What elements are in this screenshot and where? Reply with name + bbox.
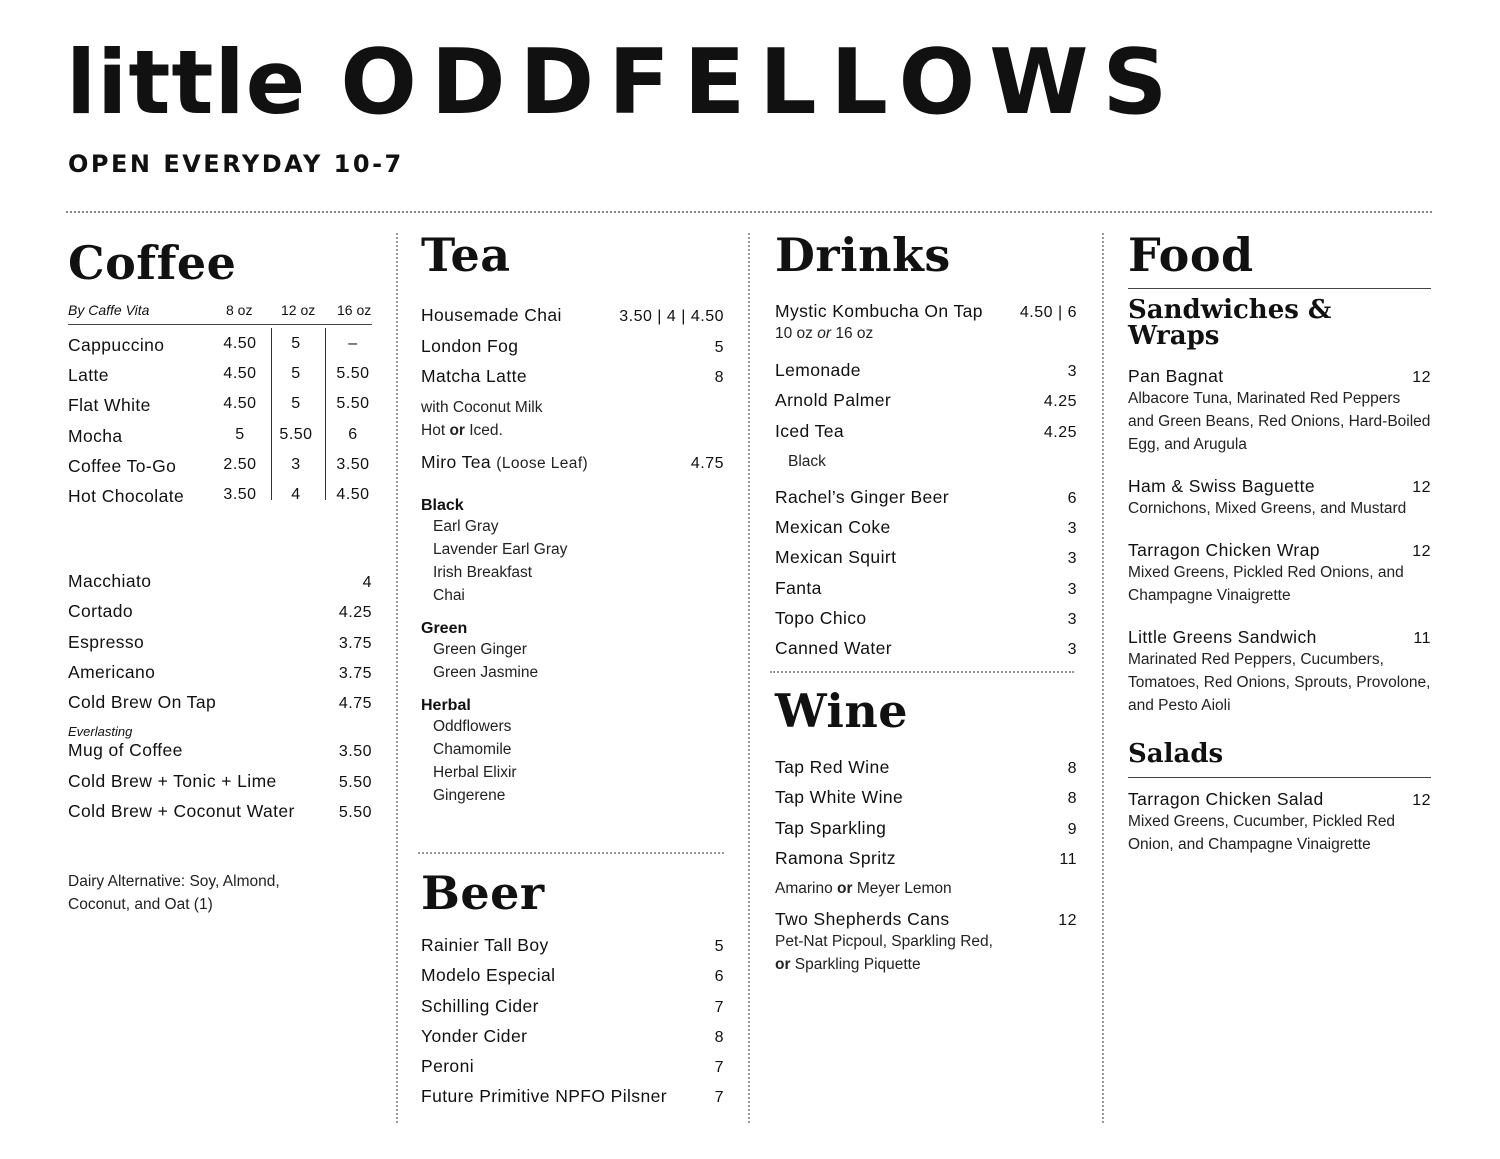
matcha-note-or: or xyxy=(449,421,465,439)
food-item xyxy=(1128,539,1431,607)
sandwiches-title: Sandwiches & Wraps xyxy=(1128,295,1332,351)
item-description: and Pesto Aioli xyxy=(1128,697,1231,714)
menu-item xyxy=(1128,626,1431,648)
wine-section xyxy=(775,684,1077,976)
item-price: 4.50 xyxy=(223,365,257,383)
salads-rule xyxy=(1128,777,1431,778)
tea-items-list xyxy=(421,304,724,396)
food-item xyxy=(1128,475,1431,520)
item-price: 4.25 xyxy=(1043,393,1077,411)
item-price: 5 xyxy=(291,335,301,352)
wine-divider xyxy=(770,671,1074,673)
item-price: 3.75 xyxy=(338,634,372,652)
item-price: 3 xyxy=(1067,580,1077,598)
item-name: Mexican Squirt xyxy=(775,547,897,568)
tea-variety: Earl Gray xyxy=(433,517,499,535)
item-price: 7 xyxy=(714,1089,724,1107)
opening-hours: OPEN EVERYDAY 10-7 xyxy=(68,150,404,178)
item-name: Topo Chico xyxy=(775,608,867,629)
menu-item xyxy=(421,1055,724,1085)
coffee-byline: By Caffe Vita xyxy=(68,302,150,318)
menu-item xyxy=(1128,788,1431,810)
item-name: Lemonade xyxy=(775,360,861,380)
item-name: Future Primitive NPFO Pilsner xyxy=(421,1086,667,1107)
drinks-section xyxy=(775,230,1077,668)
food-title: Food xyxy=(1128,228,1254,282)
note-text: Meyer Lemon xyxy=(852,880,952,898)
item-price: 5.50 xyxy=(338,804,372,822)
coffee-sized-table xyxy=(68,334,372,514)
item-price: 3 xyxy=(1067,641,1077,659)
note-or: or xyxy=(775,956,791,974)
item-name: Cold Brew + Coconut Water xyxy=(68,801,295,822)
title-brand: ODDFELLOWS xyxy=(340,30,1182,135)
item-name: Mystic Kombucha On Tap xyxy=(775,301,983,321)
note-text: Amarino xyxy=(775,880,838,898)
item-description: Tomatoes, Red Onions, Sprouts, Provolone, xyxy=(1128,674,1431,691)
item-name: Housemade Chai xyxy=(421,305,562,325)
matcha-note-text: Hot xyxy=(421,421,450,439)
tea-variety: Lavender Earl Gray xyxy=(433,540,568,558)
item-price: 6 xyxy=(1067,489,1077,507)
item-name: Modelo Especial xyxy=(421,965,556,986)
tea-group-title: Green xyxy=(421,619,468,637)
item-price: – xyxy=(348,335,358,352)
beer-title: Beer xyxy=(421,866,545,920)
menu-item xyxy=(421,934,724,964)
everlasting-label: Everlasting xyxy=(68,724,133,740)
size-column-divider xyxy=(325,328,326,500)
matcha-note-line: with Coconut Milk xyxy=(421,398,543,416)
drinks-items2-list xyxy=(775,486,1077,668)
item-name: Cortado xyxy=(68,601,134,622)
item-name xyxy=(421,451,588,475)
item-price: 7 xyxy=(714,998,724,1016)
item-price: 11 xyxy=(1059,850,1077,868)
menu-title xyxy=(66,30,1182,138)
item-price: 4.25 xyxy=(1043,423,1077,441)
item-name: Fanta xyxy=(775,577,822,598)
coffee-items-list xyxy=(68,570,372,721)
item-price: 8 xyxy=(714,1028,724,1046)
item-name: Mocha xyxy=(68,425,123,446)
tea-groups xyxy=(421,497,724,807)
column-divider xyxy=(1102,233,1104,1123)
item-price: 8 xyxy=(1067,760,1077,777)
item-price: 3.50 xyxy=(223,486,257,503)
matcha-note-line xyxy=(421,419,724,442)
dairy-note-line: Dairy Alternative: Soy, Almond, xyxy=(68,873,280,891)
item-name: Coffee To-Go xyxy=(68,455,177,476)
tea-title: Tea xyxy=(421,228,511,282)
menu-item xyxy=(775,908,1077,930)
header-divider xyxy=(66,211,1432,213)
size-text: 10 oz xyxy=(775,325,813,342)
item-price: 5 xyxy=(235,425,245,443)
menu-item xyxy=(775,786,1077,816)
food-item xyxy=(1128,626,1431,717)
spritz-note xyxy=(775,877,1077,900)
iced-tea-note: Black xyxy=(788,452,826,470)
menu-item xyxy=(68,691,372,721)
dairy-note xyxy=(68,870,372,916)
item-price: 3 xyxy=(1067,611,1077,629)
tea-variety: Chamomile xyxy=(433,740,512,758)
tea-section xyxy=(421,230,724,807)
tea-variety: Green Jasmine xyxy=(433,663,539,681)
size-or: or xyxy=(817,325,832,342)
item-price: 11 xyxy=(1413,630,1431,647)
item-price: 2.50 xyxy=(223,455,257,473)
size-column-divider xyxy=(271,328,272,500)
item-name: Latte xyxy=(68,365,109,386)
item-price: 4.25 xyxy=(338,604,372,622)
miro-name: Miro Tea xyxy=(421,451,491,472)
menu-item xyxy=(775,300,1077,322)
item-price: 5.50 xyxy=(279,425,313,443)
item-name: Rachel’s Ginger Beer xyxy=(775,486,950,507)
item-description: and Green Beans, Red Onions, Hard-Boiled xyxy=(1128,413,1431,430)
menu-item xyxy=(775,389,1077,419)
menu-item xyxy=(421,1025,724,1055)
menu-item xyxy=(775,546,1077,576)
menu-item xyxy=(68,770,372,800)
menu-item xyxy=(421,335,724,366)
item-price: 12 xyxy=(1412,543,1431,560)
tea-variety: Herbal Elixir xyxy=(433,763,517,781)
item-price: 4.50 | 6 xyxy=(1019,304,1077,321)
size-label-12oz: 12 oz xyxy=(281,302,316,318)
menu-item xyxy=(421,964,724,994)
note-line xyxy=(775,953,1077,976)
item-price: 5.50 xyxy=(336,395,370,413)
item-name: Macchiato xyxy=(68,571,152,591)
item-description: Mixed Greens, Pickled Red Onions, and xyxy=(1128,564,1404,581)
menu-item xyxy=(775,486,1077,516)
item-name: Little Greens Sandwich xyxy=(1128,627,1317,647)
item-price: 3.75 xyxy=(338,664,372,682)
item-price: 8 xyxy=(1067,790,1077,808)
salads-list xyxy=(1128,788,1431,856)
menu-item xyxy=(421,304,724,335)
wine-title: Wine xyxy=(775,684,909,738)
item-price: 4.50 xyxy=(223,335,257,352)
menu-item xyxy=(775,817,1077,847)
item-price: 12 xyxy=(1412,479,1431,496)
dairy-note-line: Coconut, and Oat (1) xyxy=(68,896,213,914)
item-name: Americano xyxy=(68,661,156,682)
item-name: Cold Brew On Tap xyxy=(68,692,217,713)
column-divider xyxy=(748,233,750,1123)
menu-item xyxy=(775,756,1077,786)
item-description: Albacore Tuna, Marinated Red Peppers xyxy=(1128,390,1401,407)
menu-item xyxy=(68,631,372,661)
menu-item xyxy=(68,570,372,600)
item-name: Canned Water xyxy=(775,638,892,659)
menu-item xyxy=(775,607,1077,637)
item-name: Peroni xyxy=(421,1056,474,1077)
item-price: 12 xyxy=(1412,369,1431,386)
tea-variety: Oddflowers xyxy=(433,717,512,735)
item-price: 3 xyxy=(291,455,301,473)
item-description: Egg, and Arugula xyxy=(1128,436,1247,453)
item-price: 4.50 xyxy=(336,486,370,503)
drinks-title: Drinks xyxy=(775,228,951,282)
tea-variety: Green Ginger xyxy=(433,640,527,658)
miro-note: (Loose Leaf) xyxy=(496,454,589,472)
beer-section xyxy=(421,866,724,1116)
menu-item xyxy=(775,637,1077,667)
item-price: 3.50 xyxy=(336,455,370,473)
item-description: Onion, and Champagne Vinaigrette xyxy=(1128,836,1371,853)
item-description: Cornichons, Mixed Greens, and Mustard xyxy=(1128,500,1407,517)
tea-group xyxy=(421,620,724,684)
item-price: 3 xyxy=(1067,520,1077,538)
item-price: 8 xyxy=(714,369,724,386)
item-price: 5 xyxy=(714,338,724,356)
size-label-16oz: 16 oz xyxy=(337,302,372,318)
menu-item xyxy=(68,661,372,691)
tea-group xyxy=(421,697,724,807)
item-price: 6 xyxy=(714,968,724,986)
item-name: Cold Brew + Tonic + Lime xyxy=(68,770,277,791)
item-name: Matcha Latte xyxy=(421,366,527,386)
tea-group-title: Black xyxy=(421,496,464,514)
item-name: Tarragon Chicken Wrap xyxy=(1128,540,1320,560)
sandwiches-list xyxy=(1128,365,1431,717)
item-description: Champagne Vinaigrette xyxy=(1128,587,1291,604)
matcha-note-text: Iced. xyxy=(464,421,503,439)
shepherds-note xyxy=(775,930,1077,976)
note-line: Pet-Nat Picpoul, Sparkling Red, xyxy=(775,933,993,951)
salads-title: Salads xyxy=(1128,739,1224,769)
tea-variety: Gingerene xyxy=(433,786,506,804)
food-item xyxy=(1128,365,1431,456)
coffee-title: Coffee xyxy=(68,236,237,290)
tea-variety: Chai xyxy=(433,586,465,604)
menu-item xyxy=(775,577,1077,607)
menu-item xyxy=(1128,475,1431,497)
menu-item xyxy=(68,739,372,769)
drinks-items-list xyxy=(775,359,1077,450)
item-name: Arnold Palmer xyxy=(775,390,892,411)
kombucha-sizes xyxy=(775,322,1077,345)
menu-item xyxy=(775,420,1077,450)
item-price: 6 xyxy=(348,425,358,443)
item-price: 3 xyxy=(1067,550,1077,568)
menu-item xyxy=(421,995,724,1025)
menu-item xyxy=(775,847,1077,877)
item-price: 4 xyxy=(291,486,301,503)
item-name: Hot Chocolate xyxy=(68,486,185,506)
column-divider xyxy=(396,233,398,1123)
matcha-note xyxy=(421,396,724,442)
item-name: Schilling Cider xyxy=(421,995,539,1016)
coffee-items2-list xyxy=(68,739,372,830)
item-price: 5.50 xyxy=(338,773,372,791)
menu-item xyxy=(421,451,724,475)
item-price: 12 xyxy=(1412,792,1431,809)
item-name: Tarragon Chicken Salad xyxy=(1128,789,1324,809)
item-price: 12 xyxy=(1058,912,1077,930)
item-price: 5 xyxy=(714,938,724,955)
item-price: 7 xyxy=(714,1059,724,1077)
item-name: Mug of Coffee xyxy=(68,740,183,761)
note-text: Sparkling Piquette xyxy=(790,956,921,974)
tea-group xyxy=(421,497,724,607)
food-item xyxy=(1128,788,1431,856)
menu-item xyxy=(421,365,724,396)
item-name: Ramona Spritz xyxy=(775,847,896,868)
item-name: Pan Bagnat xyxy=(1128,366,1224,386)
menu-item xyxy=(68,600,372,630)
menu-item xyxy=(775,359,1077,389)
item-price: 4.75 xyxy=(338,695,372,713)
item-name: Ham & Swiss Baguette xyxy=(1128,476,1315,496)
tea-variety: Irish Breakfast xyxy=(433,563,533,581)
item-price: 5.50 xyxy=(336,365,370,383)
item-name: Iced Tea xyxy=(775,420,845,441)
menu-item xyxy=(1128,539,1431,561)
item-name: Yonder Cider xyxy=(421,1025,528,1046)
item-name: London Fog xyxy=(421,335,519,356)
note-or: or xyxy=(837,880,853,898)
wine-items-list xyxy=(775,756,1077,877)
title-little: little xyxy=(66,31,307,134)
item-price: 3.50 | 4 | 4.50 xyxy=(619,308,724,325)
size-text: 16 oz xyxy=(835,325,874,342)
item-name: Tap White Wine xyxy=(775,787,904,808)
beer-items-list xyxy=(421,934,724,1116)
item-price: 5 xyxy=(291,395,301,413)
menu-item xyxy=(421,1085,724,1115)
item-name: Two Shepherds Cans xyxy=(775,909,950,930)
menu-item xyxy=(775,516,1077,546)
size-label-8oz: 8 oz xyxy=(226,302,253,318)
item-price: 5 xyxy=(291,365,301,383)
item-description: Mixed Greens, Cucumber, Pickled Red xyxy=(1128,813,1396,830)
item-name: Flat White xyxy=(68,395,151,416)
item-price: 4 xyxy=(362,574,372,591)
beer-divider xyxy=(418,852,724,854)
menu-item xyxy=(1128,365,1431,387)
item-price: 9 xyxy=(1067,820,1077,838)
item-name: Tap Sparkling xyxy=(775,817,887,838)
item-name: Rainier Tall Boy xyxy=(421,935,549,955)
item-name: Espresso xyxy=(68,631,145,652)
tea-group-title: Herbal xyxy=(421,696,471,714)
item-price: 4.50 xyxy=(223,395,257,413)
item-price: 3 xyxy=(1067,363,1077,380)
coffee-section xyxy=(68,230,372,916)
food-rule xyxy=(1128,288,1431,289)
item-name: Cappuccino xyxy=(68,335,165,355)
item-name: Mexican Coke xyxy=(775,517,891,538)
item-price: 4.75 xyxy=(690,454,724,472)
item-description: Marinated Red Peppers, Cucumbers, xyxy=(1128,651,1384,668)
item-price: 3.50 xyxy=(338,743,372,761)
item-name: Tap Red Wine xyxy=(775,757,890,777)
food-section xyxy=(1128,230,1431,856)
menu-item xyxy=(68,800,372,830)
